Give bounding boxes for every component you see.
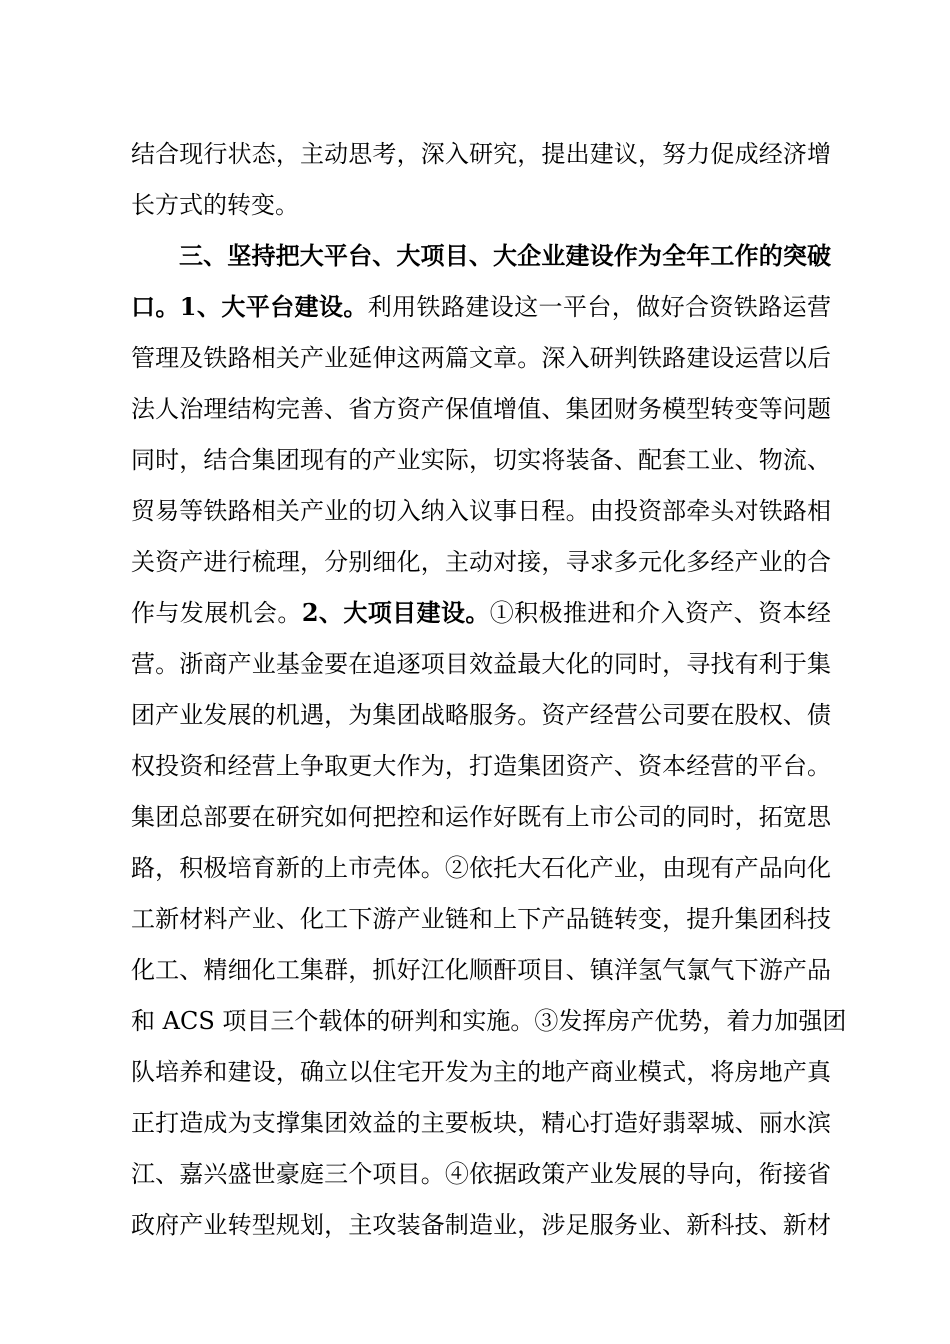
text-line-17: 化工、精细化工集群，抓好江化顺酐项目、镇洋氢气氯气下游产品 xyxy=(131,956,831,984)
text-line-16: 工新材料产业、化工下游产业链和上下产品链转变，提升集团科技 xyxy=(131,905,831,933)
text-line-19: 队培养和建设，确立以住宅开发为主的地产商业模式，将房地产真 xyxy=(131,1058,831,1086)
text-line-5: 管理及铁路相关产业延伸这两篇文章。深入研判铁路建设运营以后 xyxy=(131,344,831,372)
text-line-11: 营。浙商产业基金要在追逐项目效益最大化的同时，寻找有利于集 xyxy=(131,650,831,678)
text-line-4-body: 利用铁路建设这一平台，做好合资铁路运营 xyxy=(367,293,831,321)
subheading-project: 2、大项目建设。 xyxy=(301,598,490,627)
text-line-8: 贸易等铁路相关产业的切入纳入议事日程。由投资部牵头对铁路相 xyxy=(131,497,831,525)
text-line-7: 同时，结合集团现有的产业实际，切实将装备、配套工业、物流、 xyxy=(131,446,831,474)
text-line-20: 正打造成为支撑集团效益的主要板块，精心打造好翡翠城、丽水滨 xyxy=(131,1109,831,1137)
text-line-10-end: ①积极推进和介入资产、资本经 xyxy=(489,599,832,627)
subheading-platform: 口。1、大平台建设。 xyxy=(131,292,368,321)
text-line-10 xyxy=(131,593,831,633)
text-line-6: 法人治理结构完善、省方资产保值增值、集团财务模型转变等问题 xyxy=(131,395,831,423)
text-line-22: 政府产业转型规划，主攻装备制造业，涉足服务业、新科技、新材 xyxy=(131,1211,831,1239)
section-heading-3: 三、坚持把大平台、大项目、大企业建设作为全年工作的突破 xyxy=(179,241,831,270)
text-line-15: 路，积极培育新的上市壳体。②依托大石化产业，由现有产品向化 xyxy=(131,854,831,882)
text-line-9: 关资产进行梳理，分别细化，主动对接，寻求多元化多经产业的合 xyxy=(131,548,831,576)
text-line-13: 权投资和经营上争取更大作为，打造集团资产、资本经营的平台。 xyxy=(131,752,831,780)
text-line-14: 集团总部要在研究如何把控和运作好既有上市公司的同时，拓宽思 xyxy=(131,803,831,831)
text-line-2: 长方式的转变。 xyxy=(131,191,299,219)
text-line-18: 和 ACS 项目三个载体的研判和实施。③发挥房产优势，着力加强团 xyxy=(131,1007,847,1035)
text-line-4 xyxy=(131,287,831,327)
text-line-1: 结合现行状态，主动思考，深入研究，提出建议，努力促成经济增 xyxy=(131,140,831,168)
text-line-12: 团产业发展的机遇，为集团战略服务。资产经营公司要在股权、债 xyxy=(131,701,831,729)
text-line-21: 江、嘉兴盛世豪庭三个项目。④依据政策产业发展的导向，衔接省 xyxy=(131,1160,831,1188)
text-line-10-start: 作与发展机会。 xyxy=(131,599,302,627)
